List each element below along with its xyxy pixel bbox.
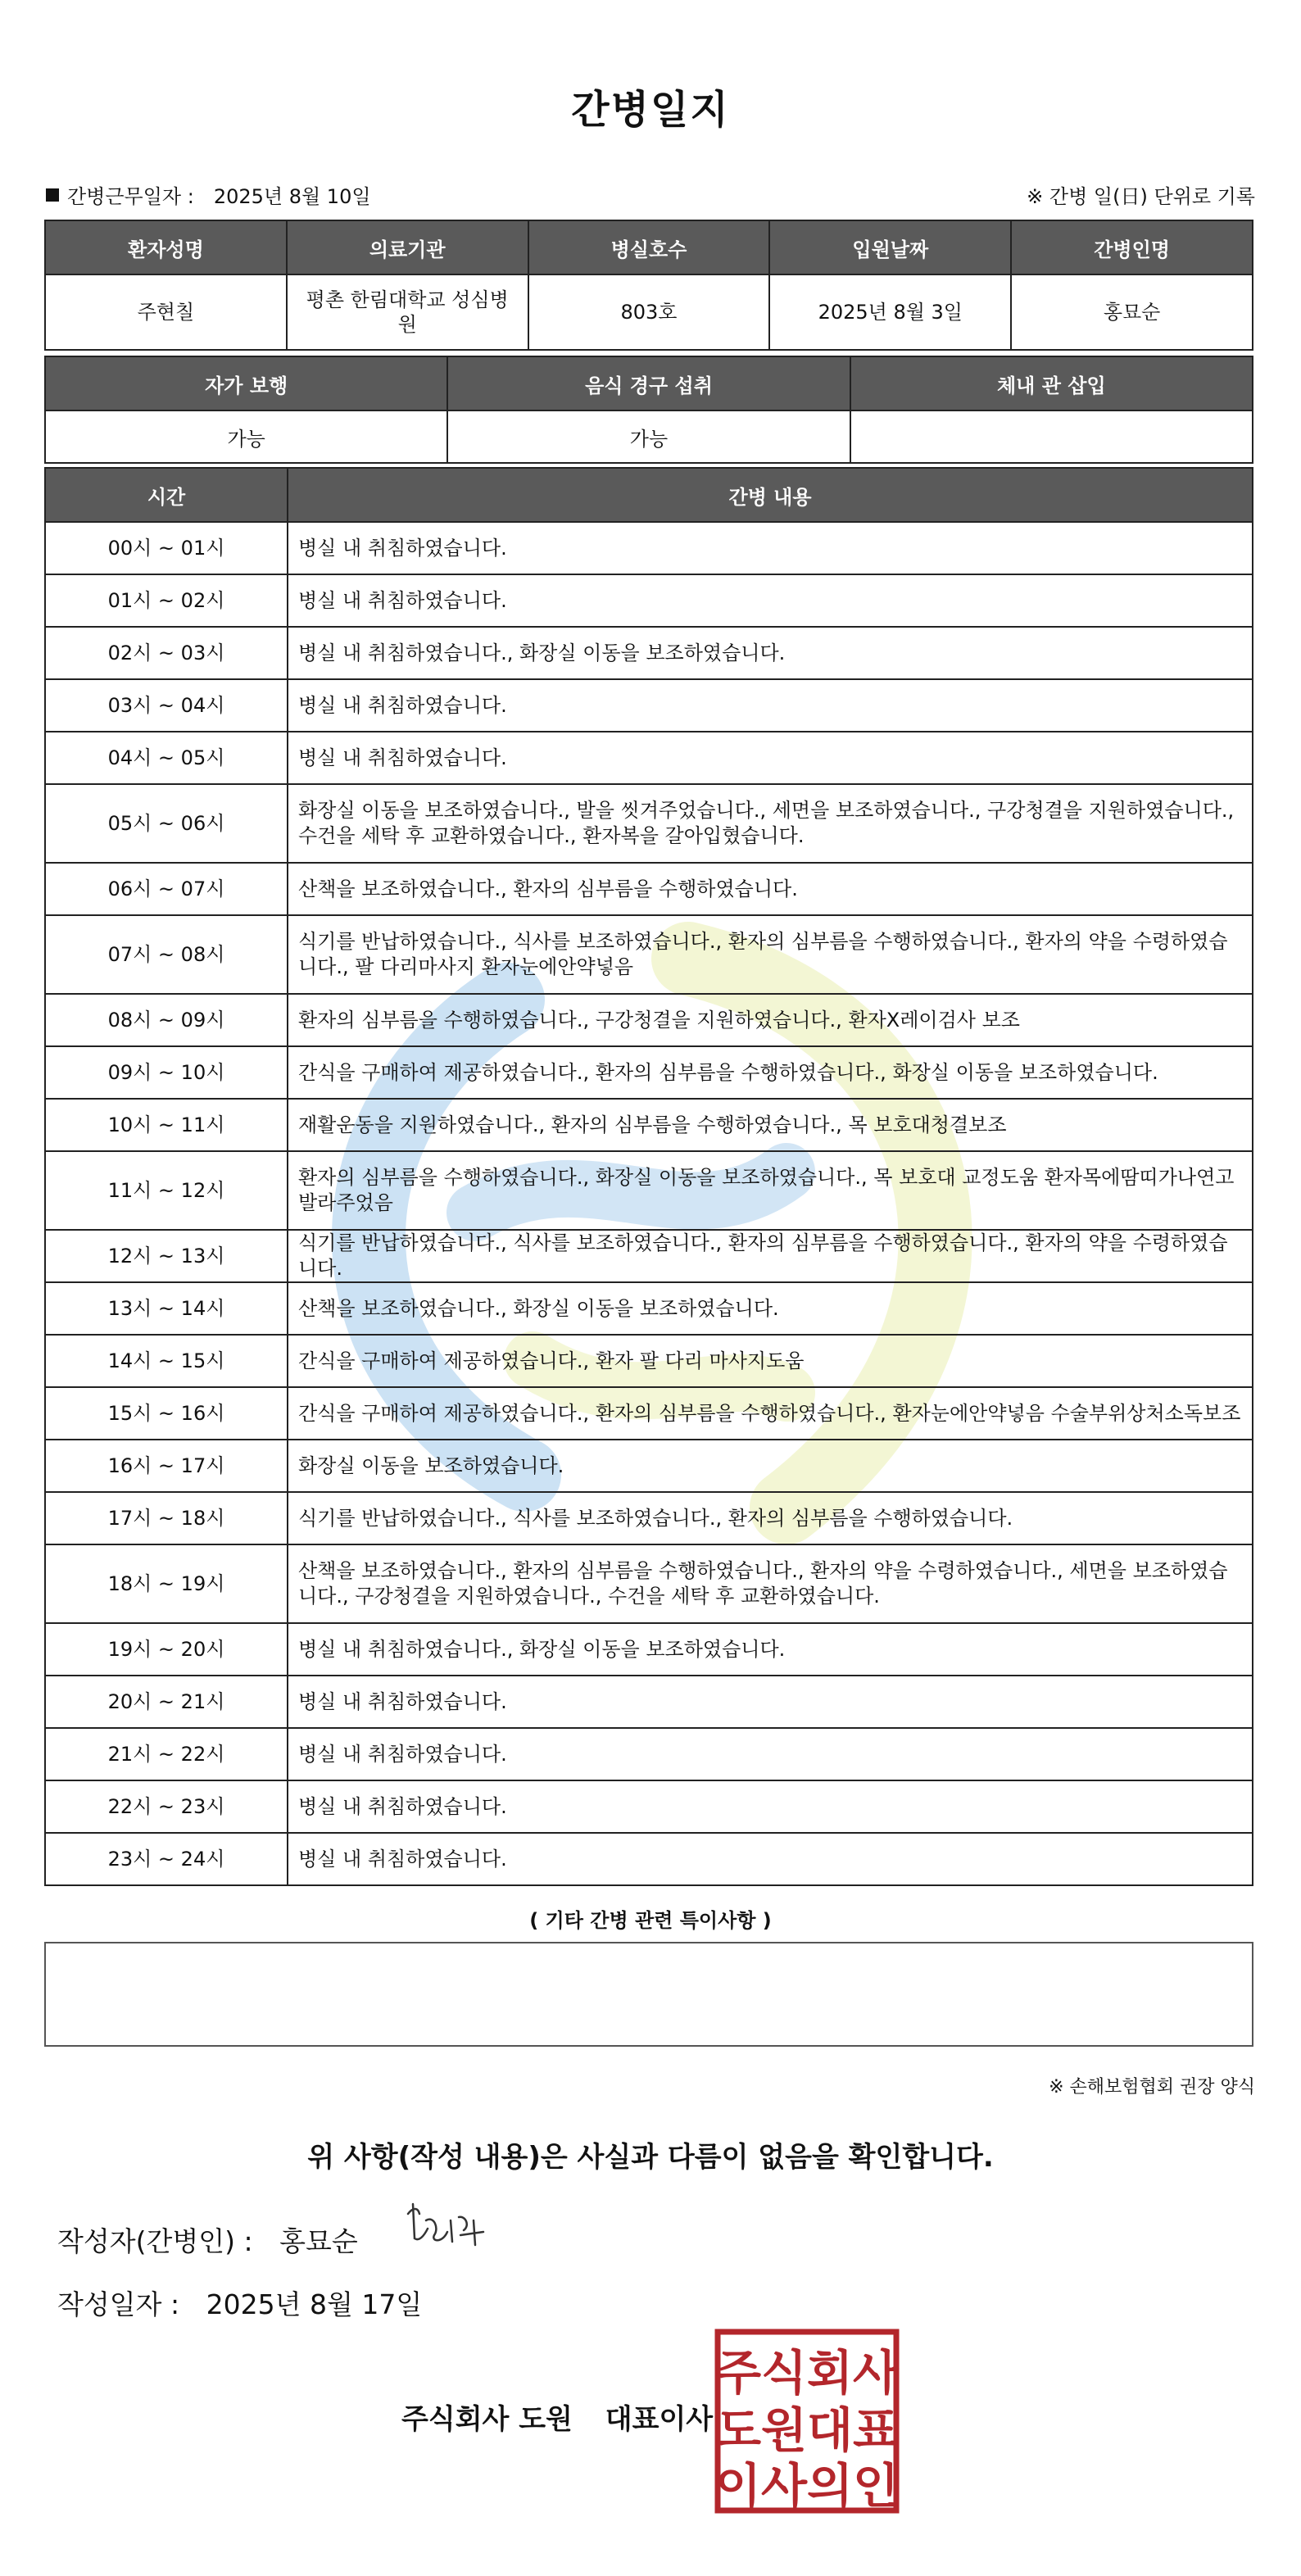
handwritten-signature xyxy=(401,2196,500,2261)
written-date-value: 2025년 8월 17일 xyxy=(206,2288,423,2320)
care-content: 재활운동을 지원하였습니다., 환자의 심부름을 수행하였습니다., 목 보호대청결보조 xyxy=(288,1099,1253,1151)
time-slot: 19시 ~ 20시 xyxy=(45,1623,288,1676)
table-row xyxy=(45,1440,1253,1492)
care-content: 환자의 심부름을 수행하였습니다., 화장실 이동을 보조하였습니다., 목 보호대 교정도움 환자목에땀띠가나연고발라주었음 xyxy=(288,1151,1253,1230)
care-content: 병실 내 취침하였습니다. xyxy=(288,1728,1253,1780)
patient-name: 주현칠 xyxy=(45,274,287,350)
author-label: 작성자(간병인) : xyxy=(57,2225,253,2257)
care-content: 식기를 반납하였습니다., 식사를 보조하였습니다., 환자의 심부름을 수행하였습니다., 환자의 약을 수령하였습니다. xyxy=(288,1230,1253,1282)
oral-intake-value: 가능 xyxy=(447,410,850,463)
table-row xyxy=(45,1833,1253,1885)
time-slot: 00시 ~ 01시 xyxy=(45,522,288,574)
written-date-label: 작성일자 : xyxy=(57,2288,180,2320)
table-row xyxy=(45,522,1253,574)
care-content: 식기를 반납하였습니다., 식사를 보조하였습니다., 환자의 심부름을 수행하였습니다. xyxy=(288,1492,1253,1544)
table-row xyxy=(45,1544,1253,1623)
self-walking-value: 가능 xyxy=(45,410,447,463)
table-row xyxy=(45,1335,1253,1387)
care-content: 간식을 구매하여 제공하였습니다., 환자 팔 다리 마사지도움 xyxy=(288,1335,1253,1387)
tube-insertion-value xyxy=(850,410,1253,463)
time-slot: 02시 ~ 03시 xyxy=(45,627,288,679)
time-slot: 10시 ~ 11시 xyxy=(45,1099,288,1151)
time-slot: 04시 ~ 05시 xyxy=(45,732,288,784)
table-row xyxy=(45,1676,1253,1728)
representative-title: 대표이사 xyxy=(605,2403,714,2436)
table-row xyxy=(45,1282,1253,1335)
bullet-square-icon xyxy=(46,188,59,202)
care-content: 병실 내 취침하였습니다. xyxy=(288,679,1253,732)
care-content: 식기를 반납하였습니다., 식사를 보조하였습니다., 환자의 심부름을 수행하였습니다., 환자의 약을 수령하였습니다., 팔 다리마사지 환자눈에안약넣음 xyxy=(288,915,1253,994)
time-slot: 15시 ~ 16시 xyxy=(45,1387,288,1440)
time-slot: 22시 ~ 23시 xyxy=(45,1780,288,1833)
room-number: 803호 xyxy=(528,274,770,350)
svg-text:주식회사: 주식회사 xyxy=(714,2345,900,2401)
table-row xyxy=(45,627,1253,679)
time-slot: 14시 ~ 15시 xyxy=(45,1335,288,1387)
time-slot: 11시 ~ 12시 xyxy=(45,1151,288,1230)
header-hospital: 의료기관 xyxy=(287,220,528,274)
header-patient-name: 환자성명 xyxy=(45,220,287,274)
patient-info-table xyxy=(44,220,1253,351)
time-slot: 21시 ~ 22시 xyxy=(45,1728,288,1780)
header-time: 시간 xyxy=(45,468,288,522)
care-content: 병실 내 취침하였습니다. xyxy=(288,1833,1253,1885)
table-row xyxy=(45,1046,1253,1099)
table-row xyxy=(45,1099,1253,1151)
admission-date: 2025년 8월 3일 xyxy=(769,274,1011,350)
record-unit-note: ※ 간병 일(日) 단위로 기록 xyxy=(1027,185,1255,208)
work-date-value: 2025년 8월 10일 xyxy=(213,185,371,208)
table-row xyxy=(45,915,1253,994)
table-row xyxy=(45,1387,1253,1440)
care-content: 산책을 보조하였습니다., 화장실 이동을 보조하였습니다. xyxy=(288,1282,1253,1335)
company-seal xyxy=(714,2329,900,2514)
company-name: 주식회사 도원 xyxy=(401,2403,573,2436)
care-content: 병실 내 취침하였습니다., 화장실 이동을 보조하였습니다. xyxy=(288,627,1253,679)
time-slot: 09시 ~ 10시 xyxy=(45,1046,288,1099)
work-date-row xyxy=(46,180,371,209)
header-room: 병실호수 xyxy=(528,220,770,274)
written-date-row xyxy=(57,2283,422,2322)
care-content: 병실 내 취침하였습니다. xyxy=(288,574,1253,627)
author-name: 홍묘순 xyxy=(279,2225,358,2257)
time-slot: 20시 ~ 21시 xyxy=(45,1676,288,1728)
care-content: 병실 내 취침하였습니다. xyxy=(288,522,1253,574)
time-slot: 08시 ~ 09시 xyxy=(45,994,288,1046)
caregiver-name: 홍묘순 xyxy=(1011,274,1253,350)
header-tube-insertion: 체내 관 삽입 xyxy=(850,356,1253,410)
care-content: 병실 내 취침하였습니다., 화장실 이동을 보조하였습니다. xyxy=(288,1623,1253,1676)
patient-status-table xyxy=(44,356,1253,464)
table-row xyxy=(45,1151,1253,1230)
table-row xyxy=(45,1492,1253,1544)
header-care-content: 간병 내용 xyxy=(288,468,1253,522)
time-slot: 18시 ~ 19시 xyxy=(45,1544,288,1623)
care-log-table xyxy=(44,467,1253,1886)
table-row xyxy=(45,1728,1253,1780)
header-oral-intake: 음식 경구 섭취 xyxy=(447,356,850,410)
table-row xyxy=(45,1623,1253,1676)
table-row xyxy=(45,784,1253,863)
table-row xyxy=(45,1780,1253,1833)
table-row xyxy=(45,574,1253,627)
table-row xyxy=(45,732,1253,784)
table-row xyxy=(45,863,1253,915)
svg-text:도원대표: 도원대표 xyxy=(714,2402,900,2458)
special-notes-title: ( 기타 간병 관련 특이사항 ) xyxy=(529,1909,772,1932)
time-slot: 05시 ~ 06시 xyxy=(45,784,288,863)
special-notes-box xyxy=(44,1942,1253,2047)
confirmation-statement: 위 사항(작성 내용)은 사실과 다름이 없음을 확인합니다. xyxy=(307,2141,994,2174)
document-title: 간병일지 xyxy=(571,87,730,133)
author-row xyxy=(57,2220,358,2259)
hospital-name: 평촌 한림대학교 성심병원 xyxy=(287,274,528,350)
table-row xyxy=(45,679,1253,732)
care-content: 환자의 심부름을 수행하였습니다., 구강청결을 지원하였습니다., 환자X레이검사 보조 xyxy=(288,994,1253,1046)
header-self-walking: 자가 보행 xyxy=(45,356,447,410)
care-content: 병실 내 취침하였습니다. xyxy=(288,732,1253,784)
company-row xyxy=(401,2397,713,2437)
time-slot: 12시 ~ 13시 xyxy=(45,1230,288,1282)
care-content: 산책을 보조하였습니다., 환자의 심부름을 수행하였습니다. xyxy=(288,863,1253,915)
care-content: 산책을 보조하였습니다., 환자의 심부름을 수행하였습니다., 환자의 약을 수령하였습니다., 세면을 보조하였습니다., 구강청결을 지원하였습니다., 수건을 세탁 후 교환하였습니다. xyxy=(288,1544,1253,1623)
time-slot: 01시 ~ 02시 xyxy=(45,574,288,627)
table-row xyxy=(45,1230,1253,1282)
time-slot: 13시 ~ 14시 xyxy=(45,1282,288,1335)
time-slot: 17시 ~ 18시 xyxy=(45,1492,288,1544)
table-row xyxy=(45,994,1253,1046)
care-content: 화장실 이동을 보조하였습니다., 발을 씻겨주었습니다., 세면을 보조하였습니다., 구강청결을 지원하였습니다., 수건을 세탁 후 교환하였습니다., 환자복을 갈아입혔습니다. xyxy=(288,784,1253,863)
care-content: 병실 내 취침하였습니다. xyxy=(288,1676,1253,1728)
care-content: 병실 내 취침하였습니다. xyxy=(288,1780,1253,1833)
care-content: 간식을 구매하여 제공하였습니다., 환자의 심부름을 수행하였습니다., 화장실 이동을 보조하였습니다. xyxy=(288,1046,1253,1099)
care-content: 화장실 이동을 보조하였습니다. xyxy=(288,1440,1253,1492)
care-content: 간식을 구매하여 제공하였습니다., 환자의 심부름을 수행하였습니다., 환자눈에안약넣음 수술부위상처소독보조 xyxy=(288,1387,1253,1440)
time-slot: 16시 ~ 17시 xyxy=(45,1440,288,1492)
time-slot: 07시 ~ 08시 xyxy=(45,915,288,994)
time-slot: 23시 ~ 24시 xyxy=(45,1833,288,1885)
time-slot: 03시 ~ 04시 xyxy=(45,679,288,732)
source-note: ※ 손해보험협회 권장 양식 xyxy=(1049,2077,1255,2098)
time-slot: 06시 ~ 07시 xyxy=(45,863,288,915)
header-admission-date: 입원날짜 xyxy=(769,220,1011,274)
header-caregiver: 간병인명 xyxy=(1011,220,1253,274)
svg-text:이사의인: 이사의인 xyxy=(714,2458,900,2514)
work-date-label: 간병근무일자 : xyxy=(67,185,194,208)
